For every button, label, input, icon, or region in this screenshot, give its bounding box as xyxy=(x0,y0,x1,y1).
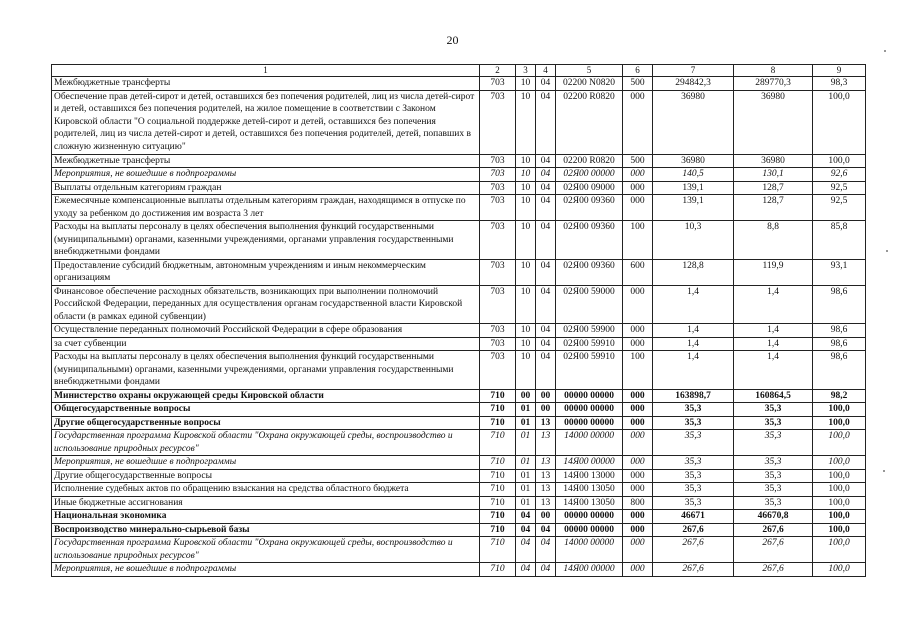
column-number-cell: 8 xyxy=(734,65,813,77)
actual-amount-cell: 289770,3 xyxy=(734,77,813,91)
admin-code-cell: 703 xyxy=(480,285,516,324)
percent-cell: 100,0 xyxy=(813,523,866,537)
target-article-cell: 14Я00 13000 xyxy=(556,469,623,483)
target-article-cell: 00000 00000 xyxy=(556,416,623,430)
expense-type-cell: 100 xyxy=(623,221,653,260)
expense-type-cell: 100 xyxy=(623,351,653,390)
name-cell: Финансовое обеспечение расходных обязательств, возникающих при выполнении полномочий Российской Федерации, переданных для осуществления органам государственной власти Кировской области (в рамках единой субвенции) xyxy=(52,285,480,324)
plan-amount-cell: 1,4 xyxy=(653,324,734,338)
target-article-cell: 02Я00 09360 xyxy=(556,221,623,260)
scan-speck xyxy=(886,250,888,252)
subsection-cell: 04 xyxy=(536,221,556,260)
expense-type-cell: 000 xyxy=(623,483,653,497)
admin-code-cell: 710 xyxy=(480,403,516,417)
table-row xyxy=(52,154,866,168)
table-row xyxy=(52,523,866,537)
subsection-cell: 00 xyxy=(536,403,556,417)
plan-amount-cell: 128,8 xyxy=(653,259,734,285)
admin-code-cell: 703 xyxy=(480,337,516,351)
subsection-cell: 04 xyxy=(536,181,556,195)
plan-amount-cell: 35,3 xyxy=(653,496,734,510)
name-cell: Другие общегосударственные вопросы xyxy=(52,469,480,483)
expense-type-cell: 600 xyxy=(623,259,653,285)
actual-amount-cell: 128,7 xyxy=(734,195,813,221)
expense-type-cell: 000 xyxy=(623,389,653,403)
table-row xyxy=(52,456,866,470)
section-cell: 01 xyxy=(516,483,536,497)
actual-amount-cell: 35,3 xyxy=(734,496,813,510)
plan-amount-cell: 163898,7 xyxy=(653,389,734,403)
admin-code-cell: 710 xyxy=(480,416,516,430)
name-cell: Расходы на выплаты персоналу в целях обеспечения выполнения функций государственными (муниципальными) органами, казенными учреждениями, органами управления государственными внебюджетными фондами xyxy=(52,221,480,260)
name-cell: Мероприятия, не вошедшие в подпрограммы xyxy=(52,563,480,577)
percent-cell: 98,6 xyxy=(813,337,866,351)
table-row xyxy=(52,469,866,483)
plan-amount-cell: 10,3 xyxy=(653,221,734,260)
column-number-cell: 1 xyxy=(52,65,480,77)
name-cell: Государственная программа Кировской области "Охрана окружающей среды, воспроизводство и использование природных ресурсов" xyxy=(52,537,480,563)
budget-table xyxy=(51,64,866,577)
target-article-cell: 02Я00 59910 xyxy=(556,337,623,351)
column-number-cell: 2 xyxy=(480,65,516,77)
percent-cell: 100,0 xyxy=(813,496,866,510)
percent-cell: 100,0 xyxy=(813,469,866,483)
actual-amount-cell: 35,3 xyxy=(734,416,813,430)
actual-amount-cell: 46670,8 xyxy=(734,510,813,524)
target-article-cell: 14Я00 00000 xyxy=(556,563,623,577)
plan-amount-cell: 139,1 xyxy=(653,181,734,195)
plan-amount-cell: 1,4 xyxy=(653,337,734,351)
name-cell: Расходы на выплаты персоналу в целях обеспечения выполнения функций государственными (муниципальными) органами, казенными учреждениями, органами управления государственными внебюджетными фондами xyxy=(52,351,480,390)
expense-type-cell: 000 xyxy=(623,469,653,483)
subsection-cell: 04 xyxy=(536,563,556,577)
table-row xyxy=(52,416,866,430)
expense-type-cell: 000 xyxy=(623,430,653,456)
actual-amount-cell: 130,1 xyxy=(734,168,813,182)
admin-code-cell: 703 xyxy=(480,195,516,221)
actual-amount-cell: 119,9 xyxy=(734,259,813,285)
name-cell: Воспроизводство минерально-сырьевой базы xyxy=(52,523,480,537)
plan-amount-cell: 35,3 xyxy=(653,469,734,483)
section-cell: 01 xyxy=(516,469,536,483)
name-cell: Выплаты отдельным категориям граждан xyxy=(52,181,480,195)
name-cell: Ежемесячные компенсационные выплаты отдельным категориям граждан, находящимся в отпуске по уходу за ребенком до достижения им возраста 3 лет xyxy=(52,195,480,221)
name-cell: Иные бюджетные ассигнования xyxy=(52,496,480,510)
plan-amount-cell: 294842,3 xyxy=(653,77,734,91)
scan-speck xyxy=(883,470,885,472)
section-cell: 10 xyxy=(516,337,536,351)
actual-amount-cell: 160864,5 xyxy=(734,389,813,403)
name-cell: Государственная программа Кировской области "Охрана окружающей среды, воспроизводство и использование природных ресурсов" xyxy=(52,430,480,456)
admin-code-cell: 710 xyxy=(480,523,516,537)
percent-cell: 92,6 xyxy=(813,168,866,182)
expense-type-cell: 000 xyxy=(623,403,653,417)
section-cell: 10 xyxy=(516,285,536,324)
column-number-cell: 7 xyxy=(653,65,734,77)
section-cell: 10 xyxy=(516,351,536,390)
plan-amount-cell: 267,6 xyxy=(653,537,734,563)
name-cell: Министерство охраны окружающей среды Кировской области xyxy=(52,389,480,403)
subsection-cell: 04 xyxy=(536,537,556,563)
percent-cell: 100,0 xyxy=(813,483,866,497)
target-article-cell: 02Я00 59000 xyxy=(556,285,623,324)
actual-amount-cell: 35,3 xyxy=(734,430,813,456)
page-number: 20 xyxy=(446,33,459,47)
expense-type-cell: 000 xyxy=(623,195,653,221)
percent-cell: 100,0 xyxy=(813,456,866,470)
plan-amount-cell: 35,3 xyxy=(653,416,734,430)
column-number-cell: 4 xyxy=(536,65,556,77)
plan-amount-cell: 36980 xyxy=(653,154,734,168)
subsection-cell: 04 xyxy=(536,285,556,324)
target-article-cell: 02Я00 59910 xyxy=(556,351,623,390)
admin-code-cell: 703 xyxy=(480,77,516,91)
section-cell: 10 xyxy=(516,221,536,260)
subsection-cell: 04 xyxy=(536,351,556,390)
section-cell: 10 xyxy=(516,259,536,285)
section-cell: 10 xyxy=(516,181,536,195)
expense-type-cell: 000 xyxy=(623,168,653,182)
table-row xyxy=(52,537,866,563)
table-row xyxy=(52,496,866,510)
table-row xyxy=(52,563,866,577)
table-row xyxy=(52,389,866,403)
admin-code-cell: 703 xyxy=(480,221,516,260)
section-cell: 04 xyxy=(516,537,536,563)
name-cell: Осуществление переданных полномочий Российской Федерации в сфере образования xyxy=(52,324,480,338)
target-article-cell: 00000 00000 xyxy=(556,523,623,537)
expense-type-cell: 000 xyxy=(623,337,653,351)
percent-cell: 100,0 xyxy=(813,563,866,577)
subsection-cell: 04 xyxy=(536,168,556,182)
expense-type-cell: 500 xyxy=(623,154,653,168)
actual-amount-cell: 35,3 xyxy=(734,469,813,483)
percent-cell: 100,0 xyxy=(813,403,866,417)
table-row xyxy=(52,351,866,390)
subsection-cell: 13 xyxy=(536,430,556,456)
subsection-cell: 00 xyxy=(536,389,556,403)
name-cell: Межбюджетные трансферты xyxy=(52,77,480,91)
section-cell: 04 xyxy=(516,523,536,537)
percent-cell: 100,0 xyxy=(813,90,866,154)
plan-amount-cell: 1,4 xyxy=(653,285,734,324)
name-cell: Исполнение судебных актов по обращению взыскания на средства областного бюджета xyxy=(52,483,480,497)
admin-code-cell: 710 xyxy=(480,389,516,403)
target-article-cell: 02Я00 09360 xyxy=(556,259,623,285)
admin-code-cell: 703 xyxy=(480,168,516,182)
admin-code-cell: 710 xyxy=(480,483,516,497)
section-cell: 10 xyxy=(516,168,536,182)
table-row xyxy=(52,181,866,195)
subsection-cell: 13 xyxy=(536,496,556,510)
percent-cell: 100,0 xyxy=(813,416,866,430)
target-article-cell: 02200 R0820 xyxy=(556,154,623,168)
actual-amount-cell: 35,3 xyxy=(734,456,813,470)
expense-type-cell: 800 xyxy=(623,496,653,510)
subsection-cell: 04 xyxy=(536,259,556,285)
subsection-cell: 00 xyxy=(536,510,556,524)
subsection-cell: 13 xyxy=(536,416,556,430)
actual-amount-cell: 1,4 xyxy=(734,337,813,351)
actual-amount-cell: 1,4 xyxy=(734,285,813,324)
column-number-cell: 6 xyxy=(623,65,653,77)
name-cell: Национальная экономика xyxy=(52,510,480,524)
subsection-cell: 04 xyxy=(536,195,556,221)
target-article-cell: 14000 00000 xyxy=(556,537,623,563)
subsection-cell: 04 xyxy=(536,523,556,537)
admin-code-cell: 710 xyxy=(480,496,516,510)
table-row xyxy=(52,483,866,497)
subsection-cell: 13 xyxy=(536,456,556,470)
table-row xyxy=(52,168,866,182)
subsection-cell: 04 xyxy=(536,90,556,154)
table-row xyxy=(52,510,866,524)
percent-cell: 98,6 xyxy=(813,285,866,324)
target-article-cell: 00000 00000 xyxy=(556,510,623,524)
admin-code-cell: 710 xyxy=(480,456,516,470)
table-row xyxy=(52,259,866,285)
plan-amount-cell: 267,6 xyxy=(653,563,734,577)
plan-amount-cell: 35,3 xyxy=(653,483,734,497)
section-cell: 04 xyxy=(516,510,536,524)
column-number-row xyxy=(52,65,866,77)
expense-type-cell: 000 xyxy=(623,523,653,537)
section-cell: 01 xyxy=(516,496,536,510)
percent-cell: 100,0 xyxy=(813,510,866,524)
plan-amount-cell: 36980 xyxy=(653,90,734,154)
target-article-cell: 02Я00 09360 xyxy=(556,195,623,221)
plan-amount-cell: 35,3 xyxy=(653,430,734,456)
subsection-cell: 13 xyxy=(536,483,556,497)
plan-amount-cell: 139,1 xyxy=(653,195,734,221)
expense-type-cell: 000 xyxy=(623,285,653,324)
plan-amount-cell: 140,5 xyxy=(653,168,734,182)
column-number-cell: 5 xyxy=(556,65,623,77)
target-article-cell: 02Я00 00000 xyxy=(556,168,623,182)
admin-code-cell: 710 xyxy=(480,563,516,577)
percent-cell: 93,1 xyxy=(813,259,866,285)
actual-amount-cell: 128,7 xyxy=(734,181,813,195)
subsection-cell: 04 xyxy=(536,154,556,168)
name-cell: Мероприятия, не вошедшие в подпрограммы xyxy=(52,456,480,470)
actual-amount-cell: 1,4 xyxy=(734,351,813,390)
target-article-cell: 00000 00000 xyxy=(556,403,623,417)
actual-amount-cell: 267,6 xyxy=(734,563,813,577)
section-cell: 01 xyxy=(516,403,536,417)
expense-type-cell: 000 xyxy=(623,324,653,338)
admin-code-cell: 710 xyxy=(480,469,516,483)
expense-type-cell: 000 xyxy=(623,537,653,563)
admin-code-cell: 703 xyxy=(480,181,516,195)
expense-type-cell: 000 xyxy=(623,510,653,524)
plan-amount-cell: 46671 xyxy=(653,510,734,524)
expense-type-cell: 000 xyxy=(623,181,653,195)
subsection-cell: 04 xyxy=(536,324,556,338)
table-row xyxy=(52,195,866,221)
target-article-cell: 02200 N0820 xyxy=(556,77,623,91)
percent-cell: 92,5 xyxy=(813,181,866,195)
admin-code-cell: 703 xyxy=(480,259,516,285)
actual-amount-cell: 36980 xyxy=(734,154,813,168)
column-number-cell: 9 xyxy=(813,65,866,77)
section-cell: 10 xyxy=(516,195,536,221)
section-cell: 04 xyxy=(516,563,536,577)
admin-code-cell: 710 xyxy=(480,430,516,456)
percent-cell: 98,2 xyxy=(813,389,866,403)
expense-type-cell: 000 xyxy=(623,90,653,154)
actual-amount-cell: 36980 xyxy=(734,90,813,154)
section-cell: 10 xyxy=(516,324,536,338)
plan-amount-cell: 35,3 xyxy=(653,403,734,417)
section-cell: 01 xyxy=(516,430,536,456)
admin-code-cell: 710 xyxy=(480,510,516,524)
percent-cell: 98,6 xyxy=(813,324,866,338)
target-article-cell: 02Я00 59900 xyxy=(556,324,623,338)
plan-amount-cell: 1,4 xyxy=(653,351,734,390)
column-number-cell: 3 xyxy=(516,65,536,77)
table-row xyxy=(52,337,866,351)
expense-type-cell: 000 xyxy=(623,563,653,577)
target-article-cell: 14Я00 13050 xyxy=(556,483,623,497)
section-cell: 10 xyxy=(516,77,536,91)
percent-cell: 100,0 xyxy=(813,430,866,456)
subsection-cell: 13 xyxy=(536,469,556,483)
actual-amount-cell: 8,8 xyxy=(734,221,813,260)
expense-type-cell: 000 xyxy=(623,416,653,430)
percent-cell: 92,5 xyxy=(813,195,866,221)
table-row xyxy=(52,324,866,338)
target-article-cell: 02Я00 09000 xyxy=(556,181,623,195)
section-cell: 01 xyxy=(516,456,536,470)
admin-code-cell: 703 xyxy=(480,324,516,338)
target-article-cell: 02200 R0820 xyxy=(556,90,623,154)
plan-amount-cell: 35,3 xyxy=(653,456,734,470)
actual-amount-cell: 35,3 xyxy=(734,403,813,417)
section-cell: 10 xyxy=(516,90,536,154)
percent-cell: 98,6 xyxy=(813,351,866,390)
expense-type-cell: 000 xyxy=(623,456,653,470)
table-row xyxy=(52,90,866,154)
table-row xyxy=(52,285,866,324)
section-cell: 10 xyxy=(516,154,536,168)
target-article-cell: 14Я00 13050 xyxy=(556,496,623,510)
expense-type-cell: 500 xyxy=(623,77,653,91)
subsection-cell: 04 xyxy=(536,337,556,351)
table-row xyxy=(52,77,866,91)
scan-speck xyxy=(884,50,886,52)
admin-code-cell: 703 xyxy=(480,90,516,154)
section-cell: 01 xyxy=(516,416,536,430)
name-cell: Обеспечение прав детей-сирот и детей, оставшихся без попечения родителей, лиц из числа детей-сирот и детей, оставшихся без попечения родителей, на жилое помещение в соответствии с Законом Кировской области "О социальной поддержке детей-сирот и детей, оставшихся без попечения родителей, лиц из числа детей-сирот и детей, оставшихся без попечения родителей, детей, попавших в сложную жизненную ситуацию" xyxy=(52,90,480,154)
table-row xyxy=(52,430,866,456)
percent-cell: 98,3 xyxy=(813,77,866,91)
target-article-cell: 14Я00 00000 xyxy=(556,456,623,470)
section-cell: 00 xyxy=(516,389,536,403)
actual-amount-cell: 267,6 xyxy=(734,537,813,563)
subsection-cell: 04 xyxy=(536,77,556,91)
percent-cell: 85,8 xyxy=(813,221,866,260)
percent-cell: 100,0 xyxy=(813,537,866,563)
actual-amount-cell: 267,6 xyxy=(734,523,813,537)
name-cell: Межбюджетные трансферты xyxy=(52,154,480,168)
admin-code-cell: 710 xyxy=(480,537,516,563)
name-cell: Предоставление субсидий бюджетным, автономным учреждениям и иным некоммерческим организациям xyxy=(52,259,480,285)
table-row xyxy=(52,403,866,417)
plan-amount-cell: 267,6 xyxy=(653,523,734,537)
actual-amount-cell: 35,3 xyxy=(734,483,813,497)
target-article-cell: 00000 00000 xyxy=(556,389,623,403)
actual-amount-cell: 1,4 xyxy=(734,324,813,338)
name-cell: за счет субвенции xyxy=(52,337,480,351)
percent-cell: 100,0 xyxy=(813,154,866,168)
admin-code-cell: 703 xyxy=(480,154,516,168)
target-article-cell: 14000 00000 xyxy=(556,430,623,456)
name-cell: Мероприятия, не вошедшие в подпрограммы xyxy=(52,168,480,182)
admin-code-cell: 703 xyxy=(480,351,516,390)
name-cell: Другие общегосударственные вопросы xyxy=(52,416,480,430)
table-row xyxy=(52,221,866,260)
name-cell: Общегосударственные вопросы xyxy=(52,403,480,417)
